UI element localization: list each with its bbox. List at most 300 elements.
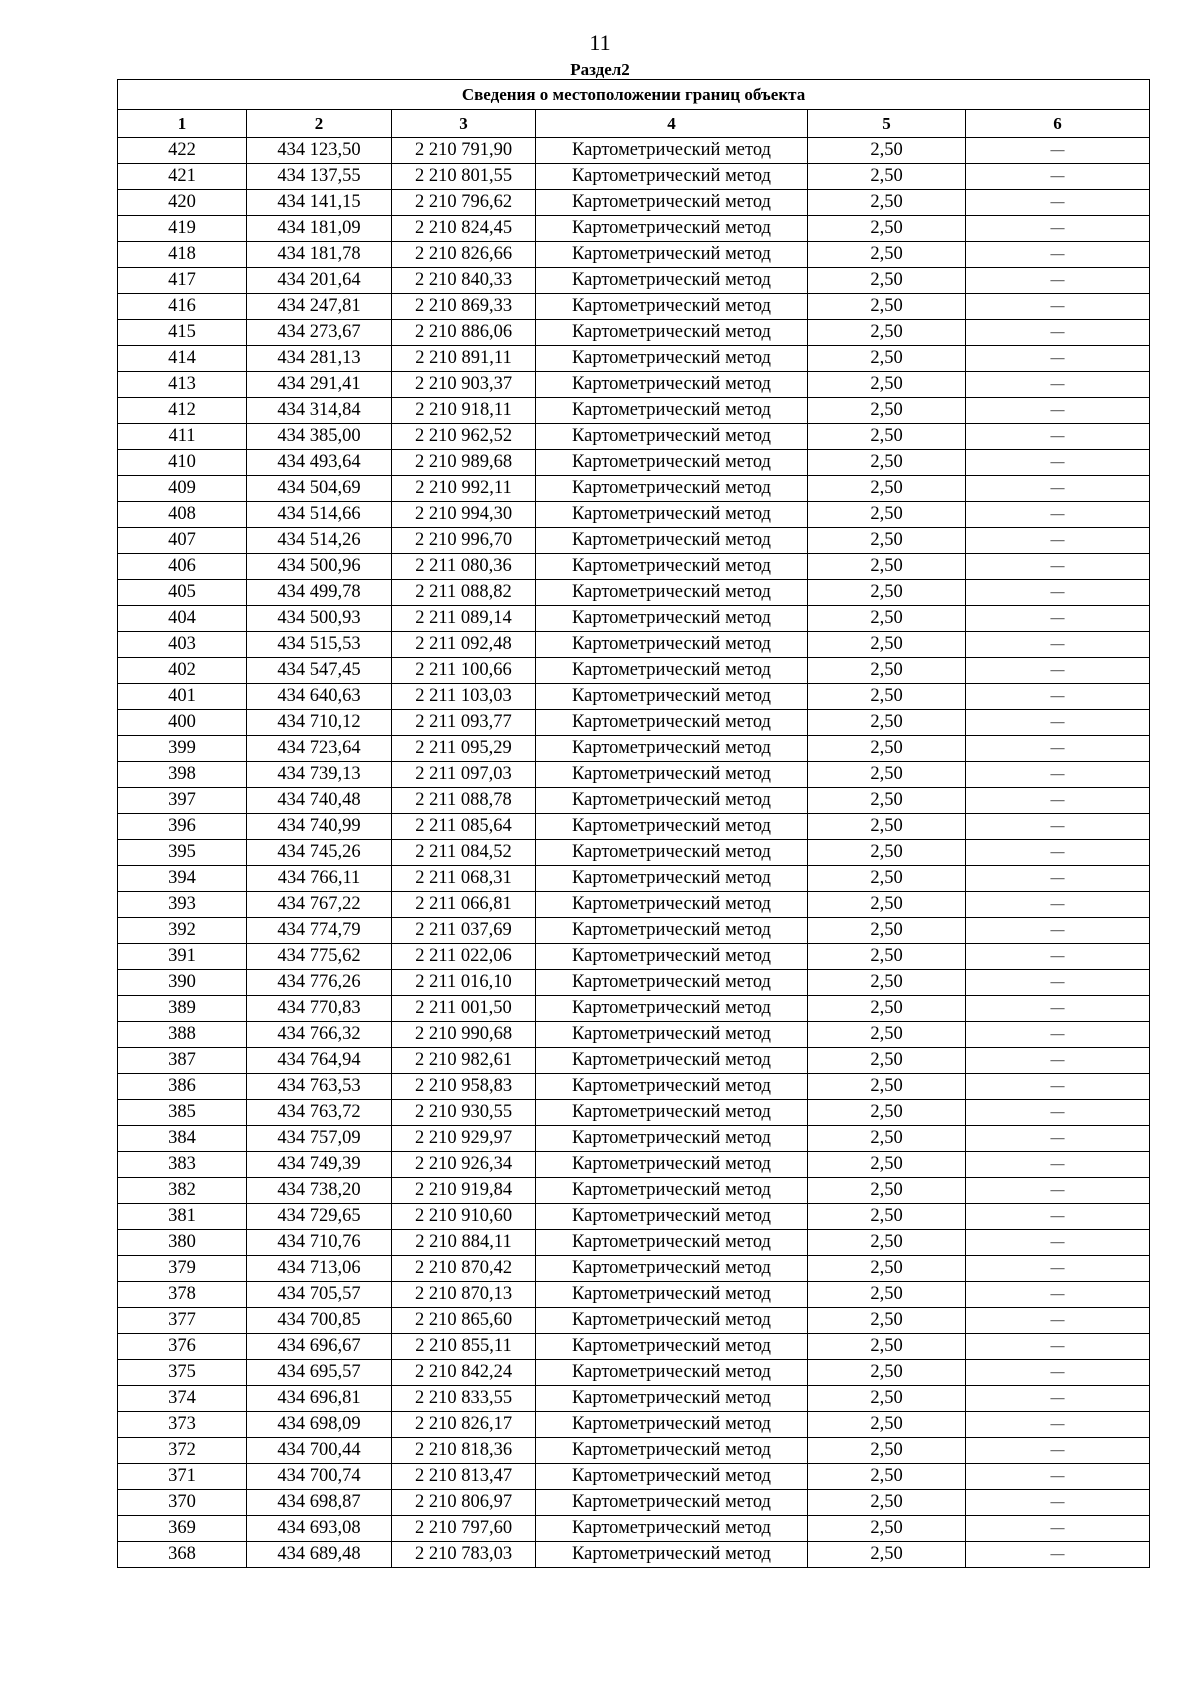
x-coordinate-cell: 434 739,13 [247, 762, 392, 788]
accuracy-cell: 2,50 [808, 242, 966, 268]
y-coordinate-cell: 2 210 992,11 [392, 476, 536, 502]
description-cell: — [966, 1360, 1150, 1386]
y-coordinate-cell: 2 211 022,06 [392, 944, 536, 970]
table-row [118, 1152, 1150, 1178]
x-coordinate-cell: 434 749,39 [247, 1152, 392, 1178]
point-number-cell: 370 [118, 1490, 247, 1516]
description-cell: — [966, 190, 1150, 216]
accuracy-cell: 2,50 [808, 216, 966, 242]
y-coordinate-cell: 2 210 869,33 [392, 294, 536, 320]
y-coordinate-cell: 2 210 826,17 [392, 1412, 536, 1438]
description-cell: — [966, 1464, 1150, 1490]
table-row [118, 346, 1150, 372]
x-coordinate-cell: 434 123,50 [247, 138, 392, 164]
y-coordinate-cell: 2 210 783,03 [392, 1542, 536, 1568]
point-number-cell: 398 [118, 762, 247, 788]
point-number-cell: 379 [118, 1256, 247, 1282]
description-cell: — [966, 814, 1150, 840]
point-number-cell: 412 [118, 398, 247, 424]
table-row [118, 632, 1150, 658]
point-number-cell: 387 [118, 1048, 247, 1074]
point-number-cell: 388 [118, 1022, 247, 1048]
point-number-cell: 404 [118, 606, 247, 632]
method-cell: Картометрический метод [536, 1100, 808, 1126]
point-number-cell: 420 [118, 190, 247, 216]
y-coordinate-cell: 2 210 833,55 [392, 1386, 536, 1412]
y-coordinate-cell: 2 211 037,69 [392, 918, 536, 944]
table-row [118, 814, 1150, 840]
table-row [118, 658, 1150, 684]
y-coordinate-cell: 2 210 958,83 [392, 1074, 536, 1100]
description-cell: — [966, 1412, 1150, 1438]
description-cell: — [966, 788, 1150, 814]
accuracy-cell: 2,50 [808, 762, 966, 788]
description-cell: — [966, 1282, 1150, 1308]
method-cell: Картометрический метод [536, 320, 808, 346]
x-coordinate-cell: 434 713,06 [247, 1256, 392, 1282]
accuracy-cell: 2,50 [808, 840, 966, 866]
y-coordinate-cell: 2 211 089,14 [392, 606, 536, 632]
y-coordinate-cell: 2 210 926,34 [392, 1152, 536, 1178]
x-coordinate-cell: 434 698,87 [247, 1490, 392, 1516]
point-number-cell: 395 [118, 840, 247, 866]
y-coordinate-cell: 2 211 068,31 [392, 866, 536, 892]
description-cell: — [966, 970, 1150, 996]
y-coordinate-cell: 2 211 088,82 [392, 580, 536, 606]
x-coordinate-cell: 434 696,67 [247, 1334, 392, 1360]
y-coordinate-cell: 2 210 982,61 [392, 1048, 536, 1074]
x-coordinate-cell: 434 515,53 [247, 632, 392, 658]
x-coordinate-cell: 434 181,78 [247, 242, 392, 268]
description-cell: — [966, 632, 1150, 658]
method-cell: Картометрический метод [536, 164, 808, 190]
x-coordinate-cell: 434 500,93 [247, 606, 392, 632]
x-coordinate-cell: 434 514,66 [247, 502, 392, 528]
table-row [118, 1230, 1150, 1256]
point-number-cell: 418 [118, 242, 247, 268]
method-cell: Картометрический метод [536, 580, 808, 606]
y-coordinate-cell: 2 211 066,81 [392, 892, 536, 918]
point-number-cell: 414 [118, 346, 247, 372]
accuracy-cell: 2,50 [808, 814, 966, 840]
table-row [118, 580, 1150, 606]
y-coordinate-cell: 2 210 962,52 [392, 424, 536, 450]
description-cell: — [966, 1126, 1150, 1152]
table-row [118, 788, 1150, 814]
y-coordinate-cell: 2 210 824,45 [392, 216, 536, 242]
point-number-cell: 409 [118, 476, 247, 502]
y-coordinate-cell: 2 210 855,11 [392, 1334, 536, 1360]
x-coordinate-cell: 434 493,64 [247, 450, 392, 476]
x-coordinate-cell: 434 693,08 [247, 1516, 392, 1542]
point-number-cell: 368 [118, 1542, 247, 1568]
method-cell: Картометрический метод [536, 528, 808, 554]
y-coordinate-cell: 2 210 797,60 [392, 1516, 536, 1542]
accuracy-cell: 2,50 [808, 580, 966, 606]
point-number-cell: 392 [118, 918, 247, 944]
table-row [118, 372, 1150, 398]
accuracy-cell: 2,50 [808, 476, 966, 502]
x-coordinate-cell: 434 766,32 [247, 1022, 392, 1048]
method-cell: Картометрический метод [536, 502, 808, 528]
point-number-cell: 385 [118, 1100, 247, 1126]
accuracy-cell: 2,50 [808, 1126, 966, 1152]
table-row [118, 684, 1150, 710]
accuracy-cell: 2,50 [808, 1542, 966, 1568]
point-number-cell: 381 [118, 1204, 247, 1230]
table-row [118, 398, 1150, 424]
point-number-cell: 393 [118, 892, 247, 918]
y-coordinate-cell: 2 210 990,68 [392, 1022, 536, 1048]
x-coordinate-cell: 434 710,12 [247, 710, 392, 736]
table-row [118, 450, 1150, 476]
x-coordinate-cell: 434 757,09 [247, 1126, 392, 1152]
table-row [118, 1022, 1150, 1048]
method-cell: Картометрический метод [536, 216, 808, 242]
accuracy-cell: 2,50 [808, 1048, 966, 1074]
section-title: Раздел2 [570, 60, 630, 79]
y-coordinate-cell: 2 210 903,37 [392, 372, 536, 398]
accuracy-cell: 2,50 [808, 1438, 966, 1464]
accuracy-cell: 2,50 [808, 1230, 966, 1256]
y-coordinate-cell: 2 210 818,36 [392, 1438, 536, 1464]
table-row [118, 1100, 1150, 1126]
description-cell: — [966, 1022, 1150, 1048]
method-cell: Картометрический метод [536, 1152, 808, 1178]
description-cell: — [966, 710, 1150, 736]
point-number-cell: 403 [118, 632, 247, 658]
description-cell: — [966, 1308, 1150, 1334]
table-row [118, 502, 1150, 528]
accuracy-cell: 2,50 [808, 658, 966, 684]
boundary-coordinates-table [117, 79, 1150, 1568]
table-row [118, 762, 1150, 788]
description-cell: — [966, 1178, 1150, 1204]
description-cell: — [966, 294, 1150, 320]
y-coordinate-cell: 2 210 870,42 [392, 1256, 536, 1282]
x-coordinate-cell: 434 696,81 [247, 1386, 392, 1412]
method-cell: Картометрический метод [536, 1048, 808, 1074]
column-header: 1 [118, 110, 247, 138]
point-number-cell: 417 [118, 268, 247, 294]
description-cell: — [966, 398, 1150, 424]
x-coordinate-cell: 434 385,00 [247, 424, 392, 450]
description-cell: — [966, 1100, 1150, 1126]
point-number-cell: 374 [118, 1386, 247, 1412]
point-number-cell: 396 [118, 814, 247, 840]
table-row [118, 892, 1150, 918]
method-cell: Картометрический метод [536, 918, 808, 944]
table-row [118, 736, 1150, 762]
point-number-cell: 377 [118, 1308, 247, 1334]
description-cell: — [966, 866, 1150, 892]
y-coordinate-cell: 2 210 989,68 [392, 450, 536, 476]
point-number-cell: 406 [118, 554, 247, 580]
accuracy-cell: 2,50 [808, 1360, 966, 1386]
x-coordinate-cell: 434 764,94 [247, 1048, 392, 1074]
method-cell: Картометрический метод [536, 1360, 808, 1386]
table-row [118, 1360, 1150, 1386]
description-cell: — [966, 1386, 1150, 1412]
accuracy-cell: 2,50 [808, 944, 966, 970]
point-number-cell: 389 [118, 996, 247, 1022]
table-row [118, 1282, 1150, 1308]
x-coordinate-cell: 434 766,11 [247, 866, 392, 892]
y-coordinate-cell: 2 211 103,03 [392, 684, 536, 710]
y-coordinate-cell: 2 210 886,06 [392, 320, 536, 346]
method-cell: Картометрический метод [536, 1308, 808, 1334]
accuracy-cell: 2,50 [808, 632, 966, 658]
point-number-cell: 371 [118, 1464, 247, 1490]
y-coordinate-cell: 2 210 806,97 [392, 1490, 536, 1516]
table-body [118, 138, 1150, 1568]
point-number-cell: 402 [118, 658, 247, 684]
description-cell: — [966, 580, 1150, 606]
method-cell: Картометрический метод [536, 1126, 808, 1152]
method-cell: Картометрический метод [536, 944, 808, 970]
accuracy-cell: 2,50 [808, 346, 966, 372]
x-coordinate-cell: 434 705,57 [247, 1282, 392, 1308]
x-coordinate-cell: 434 504,69 [247, 476, 392, 502]
method-cell: Картометрический метод [536, 892, 808, 918]
description-cell: — [966, 164, 1150, 190]
accuracy-cell: 2,50 [808, 502, 966, 528]
point-number-cell: 384 [118, 1126, 247, 1152]
accuracy-cell: 2,50 [808, 996, 966, 1022]
y-coordinate-cell: 2 210 791,90 [392, 138, 536, 164]
table-row [118, 1542, 1150, 1568]
x-coordinate-cell: 434 745,26 [247, 840, 392, 866]
method-cell: Картометрический метод [536, 1386, 808, 1412]
table-row [118, 1308, 1150, 1334]
y-coordinate-cell: 2 211 088,78 [392, 788, 536, 814]
method-cell: Картометрический метод [536, 398, 808, 424]
method-cell: Картометрический метод [536, 424, 808, 450]
accuracy-cell: 2,50 [808, 268, 966, 294]
y-coordinate-cell: 2 211 095,29 [392, 736, 536, 762]
method-cell: Картометрический метод [536, 684, 808, 710]
x-coordinate-cell: 434 201,64 [247, 268, 392, 294]
y-coordinate-cell: 2 211 080,36 [392, 554, 536, 580]
method-cell: Картометрический метод [536, 1438, 808, 1464]
accuracy-cell: 2,50 [808, 138, 966, 164]
accuracy-cell: 2,50 [808, 1386, 966, 1412]
accuracy-cell: 2,50 [808, 1282, 966, 1308]
column-header-row [118, 110, 1150, 138]
table-row [118, 1334, 1150, 1360]
accuracy-cell: 2,50 [808, 424, 966, 450]
description-cell: — [966, 502, 1150, 528]
x-coordinate-cell: 434 500,96 [247, 554, 392, 580]
point-number-cell: 419 [118, 216, 247, 242]
x-coordinate-cell: 434 273,67 [247, 320, 392, 346]
point-number-cell: 376 [118, 1334, 247, 1360]
accuracy-cell: 2,50 [808, 1412, 966, 1438]
column-header: 5 [808, 110, 966, 138]
method-cell: Картометрический метод [536, 814, 808, 840]
accuracy-cell: 2,50 [808, 736, 966, 762]
x-coordinate-cell: 434 740,99 [247, 814, 392, 840]
description-cell: — [966, 892, 1150, 918]
accuracy-cell: 2,50 [808, 1074, 966, 1100]
accuracy-cell: 2,50 [808, 164, 966, 190]
accuracy-cell: 2,50 [808, 320, 966, 346]
description-cell: — [966, 1490, 1150, 1516]
method-cell: Картометрический метод [536, 190, 808, 216]
y-coordinate-cell: 2 211 093,77 [392, 710, 536, 736]
x-coordinate-cell: 434 763,53 [247, 1074, 392, 1100]
point-number-cell: 407 [118, 528, 247, 554]
description-cell: — [966, 268, 1150, 294]
description-cell: — [966, 1074, 1150, 1100]
point-number-cell: 416 [118, 294, 247, 320]
description-cell: — [966, 1230, 1150, 1256]
description-cell: — [966, 1204, 1150, 1230]
accuracy-cell: 2,50 [808, 710, 966, 736]
description-cell: — [966, 1438, 1150, 1464]
accuracy-cell: 2,50 [808, 1516, 966, 1542]
table-row [118, 268, 1150, 294]
table-row [118, 216, 1150, 242]
method-cell: Картометрический метод [536, 476, 808, 502]
x-coordinate-cell: 434 695,57 [247, 1360, 392, 1386]
x-coordinate-cell: 434 689,48 [247, 1542, 392, 1568]
accuracy-cell: 2,50 [808, 190, 966, 216]
table-caption: Сведения о местоположении границ объекта [118, 80, 1150, 110]
table-row [118, 1438, 1150, 1464]
table-row [118, 1126, 1150, 1152]
y-coordinate-cell: 2 210 994,30 [392, 502, 536, 528]
method-cell: Картометрический метод [536, 268, 808, 294]
point-number-cell: 390 [118, 970, 247, 996]
point-number-cell: 421 [118, 164, 247, 190]
x-coordinate-cell: 434 247,81 [247, 294, 392, 320]
y-coordinate-cell: 2 210 813,47 [392, 1464, 536, 1490]
method-cell: Картометрический метод [536, 1490, 808, 1516]
y-coordinate-cell: 2 211 085,64 [392, 814, 536, 840]
table-row [118, 1204, 1150, 1230]
point-number-cell: 405 [118, 580, 247, 606]
description-cell: — [966, 762, 1150, 788]
table-row [118, 710, 1150, 736]
y-coordinate-cell: 2 211 084,52 [392, 840, 536, 866]
method-cell: Картометрический метод [536, 1516, 808, 1542]
method-cell: Картометрический метод [536, 658, 808, 684]
table-row [118, 528, 1150, 554]
y-coordinate-cell: 2 210 870,13 [392, 1282, 536, 1308]
y-coordinate-cell: 2 210 996,70 [392, 528, 536, 554]
table-row [118, 554, 1150, 580]
column-header: 3 [392, 110, 536, 138]
method-cell: Картометрический метод [536, 294, 808, 320]
y-coordinate-cell: 2 210 826,66 [392, 242, 536, 268]
x-coordinate-cell: 434 729,65 [247, 1204, 392, 1230]
y-coordinate-cell: 2 210 865,60 [392, 1308, 536, 1334]
accuracy-cell: 2,50 [808, 372, 966, 398]
x-coordinate-cell: 434 291,41 [247, 372, 392, 398]
table-row [118, 138, 1150, 164]
point-number-cell: 382 [118, 1178, 247, 1204]
description-cell: — [966, 1152, 1150, 1178]
table-row [118, 320, 1150, 346]
x-coordinate-cell: 434 740,48 [247, 788, 392, 814]
y-coordinate-cell: 2 210 884,11 [392, 1230, 536, 1256]
accuracy-cell: 2,50 [808, 398, 966, 424]
x-coordinate-cell: 434 547,45 [247, 658, 392, 684]
x-coordinate-cell: 434 770,83 [247, 996, 392, 1022]
description-cell: — [966, 996, 1150, 1022]
column-header: 6 [966, 110, 1150, 138]
method-cell: Картометрический метод [536, 1412, 808, 1438]
method-cell: Картометрический метод [536, 866, 808, 892]
method-cell: Картометрический метод [536, 138, 808, 164]
method-cell: Картометрический метод [536, 1022, 808, 1048]
y-coordinate-cell: 2 210 842,24 [392, 1360, 536, 1386]
accuracy-cell: 2,50 [808, 528, 966, 554]
description-cell: — [966, 450, 1150, 476]
method-cell: Картометрический метод [536, 970, 808, 996]
accuracy-cell: 2,50 [808, 1256, 966, 1282]
x-coordinate-cell: 434 700,74 [247, 1464, 392, 1490]
description-cell: — [966, 918, 1150, 944]
table-row [118, 242, 1150, 268]
table-row [118, 1490, 1150, 1516]
accuracy-cell: 2,50 [808, 788, 966, 814]
method-cell: Картометрический метод [536, 372, 808, 398]
description-cell: — [966, 554, 1150, 580]
method-cell: Картометрический метод [536, 1334, 808, 1360]
page-number: 11 [589, 30, 611, 55]
method-cell: Картометрический метод [536, 632, 808, 658]
accuracy-cell: 2,50 [808, 1178, 966, 1204]
y-coordinate-cell: 2 210 910,60 [392, 1204, 536, 1230]
method-cell: Картометрический метод [536, 762, 808, 788]
table-row [118, 996, 1150, 1022]
description-cell: — [966, 944, 1150, 970]
x-coordinate-cell: 434 700,85 [247, 1308, 392, 1334]
accuracy-cell: 2,50 [808, 1490, 966, 1516]
point-number-cell: 394 [118, 866, 247, 892]
x-coordinate-cell: 434 776,26 [247, 970, 392, 996]
description-cell: — [966, 606, 1150, 632]
table-row [118, 164, 1150, 190]
point-number-cell: 408 [118, 502, 247, 528]
point-number-cell: 386 [118, 1074, 247, 1100]
y-coordinate-cell: 2 210 891,11 [392, 346, 536, 372]
point-number-cell: 391 [118, 944, 247, 970]
x-coordinate-cell: 434 141,15 [247, 190, 392, 216]
y-coordinate-cell: 2 210 930,55 [392, 1100, 536, 1126]
point-number-cell: 411 [118, 424, 247, 450]
table-row [118, 606, 1150, 632]
x-coordinate-cell: 434 137,55 [247, 164, 392, 190]
description-cell: — [966, 1256, 1150, 1282]
method-cell: Картометрический метод [536, 606, 808, 632]
method-cell: Картометрический метод [536, 554, 808, 580]
y-coordinate-cell: 2 211 001,50 [392, 996, 536, 1022]
table-row [118, 918, 1150, 944]
x-coordinate-cell: 434 774,79 [247, 918, 392, 944]
point-number-cell: 397 [118, 788, 247, 814]
point-number-cell: 383 [118, 1152, 247, 1178]
description-cell: — [966, 424, 1150, 450]
accuracy-cell: 2,50 [808, 554, 966, 580]
x-coordinate-cell: 434 763,72 [247, 1100, 392, 1126]
x-coordinate-cell: 434 700,44 [247, 1438, 392, 1464]
method-cell: Картометрический метод [536, 1074, 808, 1100]
accuracy-cell: 2,50 [808, 866, 966, 892]
description-cell: — [966, 216, 1150, 242]
